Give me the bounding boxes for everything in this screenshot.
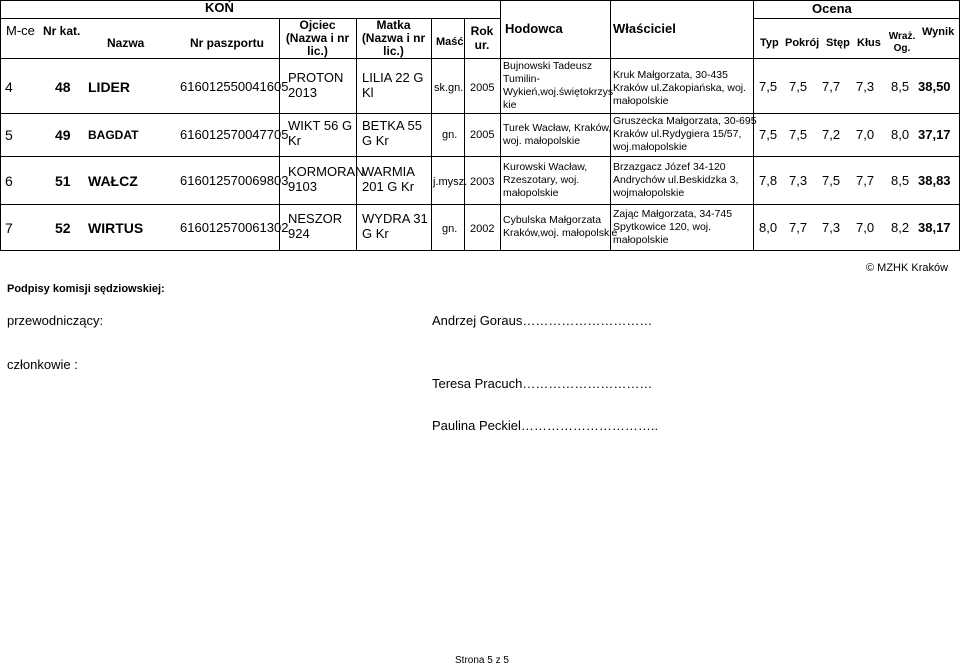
cell-typ: 7,8 [759, 173, 778, 188]
header-masc: Maść [436, 36, 464, 48]
cell-ojciec: WIKT 56 G Kr [288, 118, 353, 148]
cell-wraz: 8,0 [891, 127, 910, 142]
cell-klus: 7,7 [856, 173, 875, 188]
cell-klus: 7,3 [856, 79, 875, 94]
cell-step: 7,3 [822, 220, 841, 235]
member-2: Paulina Peckiel………………………….. [432, 418, 659, 433]
header-wynik: Wynik [922, 26, 955, 38]
cell-wynik: 38,17 [918, 220, 951, 235]
cell-wlasciciel: Brzazgacz Józef 34-120 Andrychów ul.Beskidzka 3, wojmałopolskie [613, 161, 739, 200]
cell-paszport: 616012550041605 [180, 79, 289, 94]
header-step: Stęp [826, 37, 850, 49]
cell-nr: 52 [55, 220, 71, 236]
cell-nr: 48 [55, 79, 71, 95]
cell-pokroj: 7,7 [789, 220, 808, 235]
header-nrkat: Nr kat. [43, 24, 81, 38]
cell-ojciec: PROTON 2013 [288, 70, 344, 100]
header-ocena: Ocena [812, 1, 852, 16]
cell-step: 7,7 [822, 79, 841, 94]
cell-ojciec: NESZOR 924 [288, 211, 343, 241]
header-kon: KOŃ [205, 0, 234, 15]
cell-nazwa: BAGDAT [88, 128, 139, 142]
cell-wynik: 37,17 [918, 127, 951, 142]
chair-name: Andrzej Goraus………………………… [432, 313, 653, 328]
cell-nazwa: LIDER [88, 79, 130, 95]
header-pokroj: Pokrój [785, 37, 820, 49]
header-hodowca: Hodowca [505, 21, 563, 36]
header-typ: Typ [760, 37, 779, 49]
cell-typ: 7,5 [759, 79, 778, 94]
cell-pokroj: 7,5 [789, 127, 808, 142]
cell-hodowca: Kurowski Wacław, Rzeszotary, woj. małopolskie [503, 161, 588, 200]
cell-pokroj: 7,3 [789, 173, 808, 188]
cell-mce: 4 [5, 79, 13, 95]
cell-masc: gn. [442, 223, 458, 235]
cell-klus: 7,0 [856, 127, 875, 142]
cell-matka: BETKA 55 G Kr [362, 118, 422, 148]
signatures-title: Podpisy komisji sędziowskiej: [7, 283, 165, 295]
cell-mce: 5 [5, 127, 13, 143]
cell-matka: WARMIA 201 G Kr [362, 164, 415, 194]
cell-paszport: 616012570069803 [180, 173, 289, 188]
cell-paszport: 616012570061302 [180, 220, 289, 235]
cell-wlasciciel: Zając Małgorzata, 34-745 Spytkowice 120, woj. małopolskie [613, 208, 733, 247]
cell-wraz: 8,5 [891, 173, 910, 188]
cell-wraz: 8,2 [891, 220, 910, 235]
cell-nr: 49 [55, 127, 71, 143]
copyright-notice: © MZHK Kraków [866, 262, 949, 274]
cell-paszport: 616012570047705 [180, 127, 289, 142]
cell-masc: gn. [442, 129, 458, 141]
cell-ojciec: KORMORAN 9103 [288, 164, 365, 194]
header-rok: Rok ur. [470, 24, 494, 52]
cell-mce: 7 [5, 220, 13, 236]
cell-typ: 7,5 [759, 127, 778, 142]
cell-masc: j.mysz. [433, 176, 468, 188]
cell-step: 7,5 [822, 173, 841, 188]
cell-klus: 7,0 [856, 220, 875, 235]
header-ojciec: Ojciec (Nazwa i nr lic.) [285, 18, 350, 58]
cell-hodowca: Turek Wacław, Kraków, woj. małopolskie [503, 122, 612, 148]
cell-hodowca: Bujnowski Tadeusz Tumilin- Wykień,woj.świętokrzys kie [503, 60, 614, 112]
cell-wynik: 38,50 [918, 79, 951, 94]
cell-hodowca: Cybulska Małgorzata Kraków,woj. małopolskie [503, 214, 618, 240]
member-1: Teresa Pracuch………………………… [432, 376, 653, 391]
header-wlasciciel: Właściciel [613, 21, 676, 36]
cell-matka: LILIA 22 G Kl [362, 70, 424, 100]
header-matka: Matka (Nazwa i nr lic.) [361, 18, 426, 58]
cell-rok: 2003 [470, 176, 495, 188]
cell-pokroj: 7,5 [789, 79, 808, 94]
cell-mce: 6 [5, 173, 13, 189]
page-number: Strona 5 z 5 [455, 655, 509, 666]
cell-wynik: 38,83 [918, 173, 951, 188]
header-mce: M-ce [6, 23, 35, 38]
cell-nazwa: WIRTUS [88, 220, 144, 236]
cell-typ: 8,0 [759, 220, 778, 235]
cell-step: 7,2 [822, 127, 841, 142]
cell-rok: 2002 [470, 223, 495, 235]
header-nazwa: Nazwa [107, 36, 145, 50]
cell-matka: WYDRA 31 G Kr [362, 211, 428, 241]
cell-rok: 2005 [470, 82, 495, 94]
header-wraz: Wraż. Og. [888, 31, 916, 54]
header-klus: Kłus [857, 37, 881, 49]
cell-nazwa: WAŁCZ [88, 173, 138, 189]
chair-label: przewodniczący: [7, 313, 104, 328]
members-label: członkowie : [7, 357, 78, 372]
cell-rok: 2005 [470, 129, 495, 141]
cell-masc: sk.gn. [434, 82, 464, 94]
cell-nr: 51 [55, 173, 71, 189]
cell-wlasciciel: Gruszecka Małgorzata, 30-695 Kraków ul.Rydygiera 15/57, woj.małopolskie [613, 115, 757, 154]
header-paszport: Nr paszportu [190, 36, 265, 50]
cell-wlasciciel: Kruk Małgorzata, 30-435 Kraków ul.Zakopiańska, woj. małopolskie [613, 69, 747, 108]
cell-wraz: 8,5 [891, 79, 910, 94]
